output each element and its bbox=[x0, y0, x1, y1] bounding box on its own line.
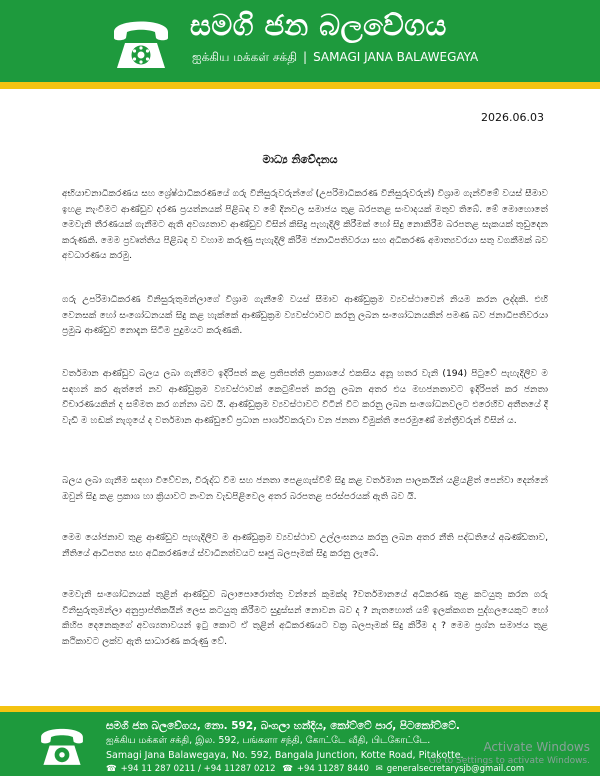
header-yellow-stripe bbox=[0, 82, 600, 89]
phone-icon: ☎ bbox=[106, 764, 117, 774]
activate-windows-subtext: Go to Settings to activate Windows. bbox=[428, 756, 590, 766]
english-name: SAMAGI JANA BALAWEGAYA bbox=[313, 50, 479, 64]
telephone-icon bbox=[36, 720, 88, 768]
paragraph-3: වර්තමාන ආණ්ඩුව බලය ලබා ගැනීමට ඉදිරිපත් කළ ප්‍රතිපත්ති ප්‍රකාශයේ එකසිය අනූ හතර වැනි (194) පිටුවේ පැහැදිලිව ම සඳහන් කර ඇත්තේ නව ආණ්ඩුක්‍රම ව්‍යවස්ථාවක් කෙටුම්පත් කරනු ලබන අතර එය මහජනතාවට ඉදිරිපත් කර ජනතා විචාරණයකින් ද සම්මත කර ගන්නා බව යි. ආණ්ඩුක්‍රම ව්‍යවස්ථාවට විටින් විට කරනු ලබන සංශෝධනවලට එරෙහිව අතීතයේ දී වැඩි ම හඬක් නැගූයේ ද වර්තමාන ආණ්ඩුවේ ප්‍රධාන පාර්ශ්වකරුවා වන ජනතා විමුක්ති පෙරමුණේ මන්ත්‍රීවරුන් විසින් ය. bbox=[62, 368, 548, 426]
paragraph-1: අභියාචනාධිකරණය සහ ශ්‍රේෂ්ඨාධිකරණයේ ගරු විනිසුරුවරුන්ගේ (උපරිමාධිකරණ විනිසුරුවරුන්) විශ්‍රාම ගැන්වීමේ වයස් සීමාව ඉහළ නැංවීමට ආණ්ඩුව දරණ ප්‍රයත්නයක් පිළිබඳ ව මේ දිනවල සමාජය තුළ බරපතළ සංවාදයක් මතුව තිබේ. මේ මොහොතේ මෙවැනි තීරණයක් ගැනීමට ඇති අවශ්‍යතාව ආණ්ඩුව විසින් කිසිදු පැහැදිලි කිරීමක් හෝ සිදු නොකිරීම බරපතළ සැකයක් තුඩුදෙන කරුණකි. මෙම ප්‍රවෘත්තිය පිළිබඳ ව වහාම කරුණු පැහැදිලි කිරීම ජනාධිපතිවරයා සහ අධිකරණ අමාත්‍යවරයා සතු වගකීමක් බව අවධාරණය කරමු. bbox=[62, 188, 548, 262]
paragraph-6: මෙවැනි සංශෝධනයක් තුළින් ආණ්ඩුව බලාපොරොත්තු වන්නේ කුමක්ද ?වර්තමානයේ අධිකරණ තුළ කටයුතු කරන ගරු විනිසුරුතුමන්ලා අනුප්‍රාප්තිකයින් ලෙස කටයුතු කිරීමට සුදුස්සන් නොවන බව ද ? නැතහොත් යම් ඉලක්කගත පුද්ගලයෙකුට හෝ කිහිප දෙනෙකුගේ අවශ්‍යතාවයන් ඉටු කොට ඒ තුළින් අධිකරණයට වක්‍ර බලපෑමක් සිදු කිරීම ද ? මෙම ප්‍රශ්න සමාජය තුළ කථිකාවට ලක්ව ඇති සාධාරණ කරුණු වේ. bbox=[62, 589, 548, 647]
paragraph-2: ගරු උපරිමාධිකරණ විනිසුරුතුමන්ලාගේ විශ්‍රාම ගැනීමේ වයස් සීමාව ආණ්ඩුක්‍රම ව්‍යවස්ථාවෙන් නියම කරන ලද්දකි. එහි වෙනසක් හෝ සංශෝධනයක් සිදු කළ හැක්කේ ආණ්ඩුක්‍රම ව්‍යවස්ථාවට කරනු ලබන සංශෝධනයකින් පමණ බව ජනාධිපතිවරයා ප්‍රමුඛ ආණ්ඩුව නොදැන සිටීම පුදුමයට කරුණකි. bbox=[62, 294, 548, 337]
activate-windows-watermark: Activate Windows bbox=[483, 740, 590, 754]
party-name: සමගි ජන බලවේගය bbox=[190, 8, 447, 42]
footer-address-sinhala: සමගි ජන බලවේගය, නො. 592, බංගලා හන්දිය, කෝට්ටේ පාර, පිටකෝට්ටේ. bbox=[106, 720, 460, 732]
footer-address-english: Samagi Jana Balawegaya, No. 592, Bangala Junction, Kotte Road, Pitakotte. bbox=[106, 750, 464, 761]
paragraph-4: බලය ලබා ගැනීම සඳහා විවේචන, විරුද්ධ වීම සහ ජනතා පෙළගැස්වීම් සිදු කළ වර්තමාන පාලකයින් යළියළිත් පෙන්වා දෙන්නේ ඔවුන් සිදු කළ ප්‍රකාශ හා ක්‍රියාවට නංවන වැඩපිළිවෙල අතර බරපතළ පරස්පරයක් ඇති බව යි. bbox=[62, 475, 548, 502]
document-date: 2026.06.03 bbox=[481, 111, 544, 124]
telephone-icon bbox=[108, 10, 174, 72]
footer-phone-2: +94 11287 8440 bbox=[296, 764, 369, 774]
tamil-name: ஐக்கிய மக்கள் சக்தி bbox=[192, 50, 298, 64]
footer-address-tamil: ஐக்கிய மக்கள் சக்தி, இல. 592, பங்களா சந்தி, கோட்டே வீதி, பிடகோட்டே. bbox=[106, 735, 431, 746]
fax-icon: ☎ bbox=[282, 764, 293, 774]
party-subtitle bbox=[192, 50, 478, 66]
document-title: මාධ්‍ය නිවේදනය bbox=[262, 153, 338, 166]
subtitle-separator: | bbox=[303, 50, 308, 64]
footer-email[interactable]: generalsecretarysjb@gmail.com bbox=[386, 764, 525, 774]
footer-phone-1: +94 11 287 0211 / +94 11287 0212 bbox=[120, 764, 276, 774]
email-icon: ✉ bbox=[375, 764, 383, 774]
paragraph-5: මෙම යෝජනාව තුළ ආණ්ඩුව පැහැදිලිව ම ආණ්ඩුක්‍රම ව්‍යවස්ථාව උල්ලංඝනය කරනු ලබන අතර නීති පද්ධතියේ අඛණ්ඩතාව, නීතියේ ආධිපත්‍ය සහ අධිකරණයේ ස්වාධීනත්වයට සෘජු බලපෑමක් සිදු කරනු ලැබේ. bbox=[62, 532, 548, 559]
letterhead-header bbox=[0, 0, 600, 90]
